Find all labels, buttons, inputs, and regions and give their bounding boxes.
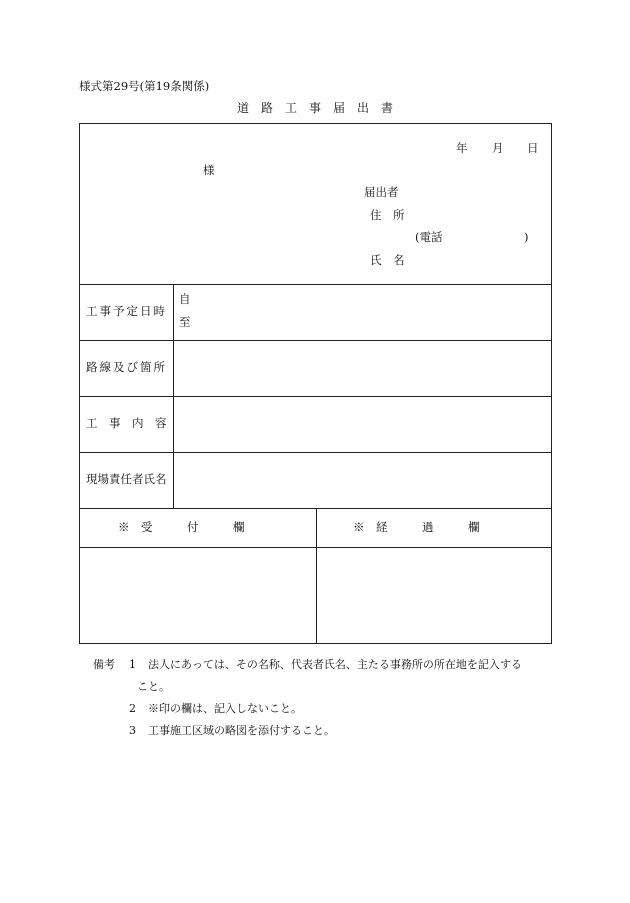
progress-section-label: ※ 経 過 欄 — [353, 520, 480, 534]
supervisor-label: 現場責任者氏名 — [86, 472, 167, 486]
note-number: 3 — [129, 724, 136, 737]
note-text-continuation: こと。 — [137, 680, 170, 693]
date-year-label: 年 — [456, 141, 468, 155]
date-month-label: 月 — [492, 141, 504, 155]
content-label: 工 事 内 容 — [86, 416, 167, 430]
schedule-from: 自 — [179, 292, 191, 306]
phone-open-label: (電話 — [415, 230, 443, 244]
note-text: 工事施工区域の略図を添付すること。 — [148, 724, 335, 737]
note-text: ※印の欄は、記入しないこと。 — [148, 702, 302, 715]
notes-label: 備考 — [93, 658, 115, 671]
reception-section-label: ※ 受 付 欄 — [118, 520, 245, 534]
name-label: 氏 名 — [370, 253, 405, 267]
applicant-label: 届出者 — [364, 185, 399, 199]
date-day-label: 日 — [527, 141, 539, 155]
route-label: 路線及び箇所 — [86, 360, 167, 374]
document-title: 道 路 工 事 届 出 書 — [236, 101, 393, 115]
schedule-label: 工事予定日時 — [86, 304, 167, 318]
address-label: 住 所 — [370, 208, 405, 222]
note-text: 法人にあっては、その名称、代表者氏名、主たる事務所の所在地を記入する — [148, 658, 522, 671]
phone-close-paren: ) — [524, 230, 529, 244]
form-id: 様式第29号(第19条関係) — [79, 79, 210, 93]
note-number: 2 — [129, 702, 136, 715]
note-number: 1 — [129, 658, 136, 671]
form-table — [79, 123, 552, 644]
schedule-to: 至 — [179, 315, 191, 329]
addressee-suffix: 様 — [203, 163, 215, 177]
